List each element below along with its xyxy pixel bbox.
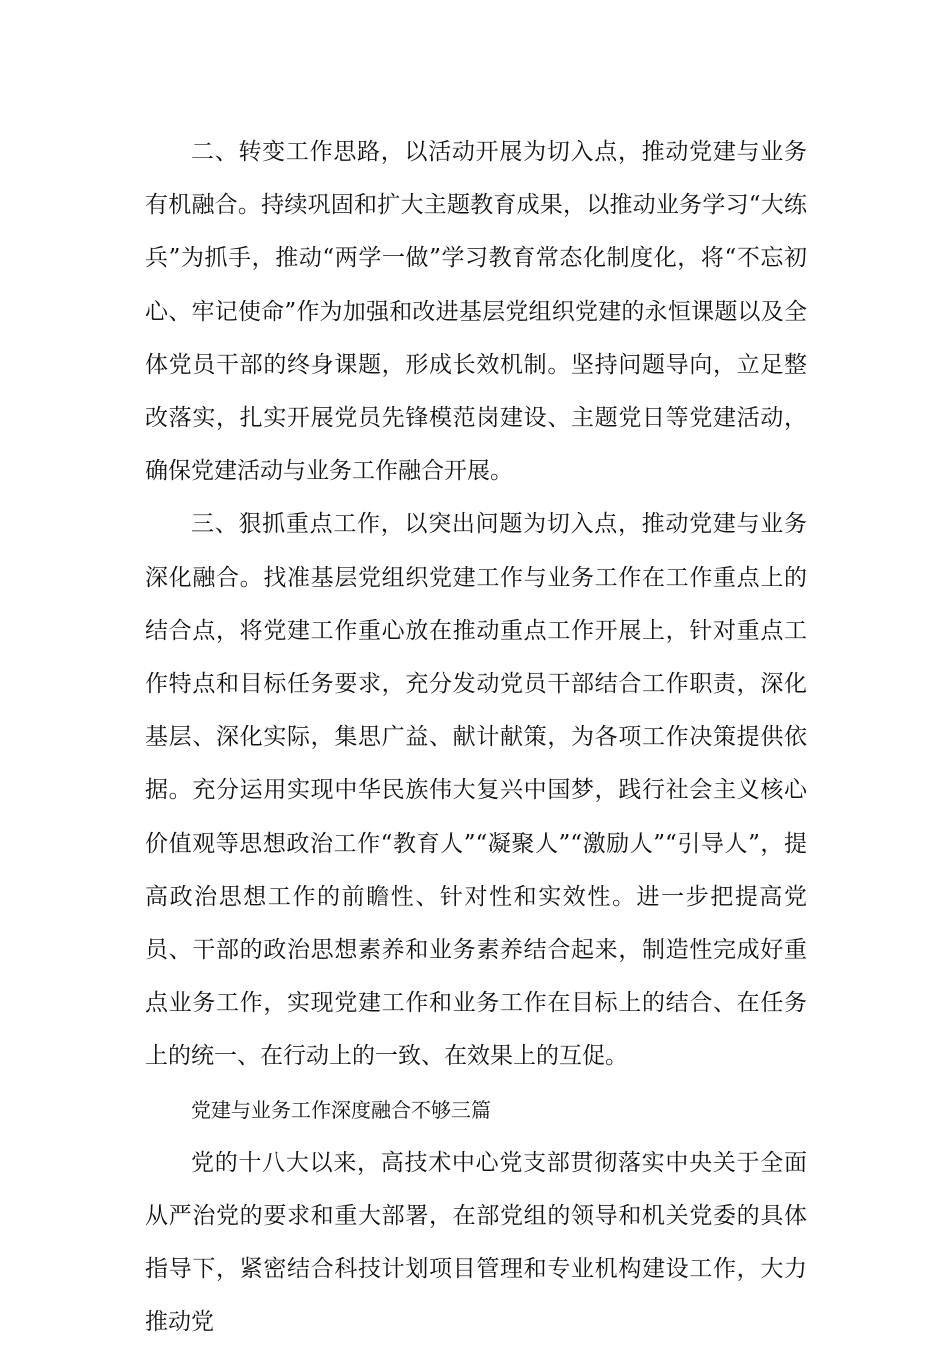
final-paragraph: 党的十八大以来，高技术中心党支部贯彻落实中央关于全面从严治党的要求和重大部署，在部党组的领导和机关党委的具体指导下，紧密结合科技计划项目管理和专业机构建设工作，大力推动党: [145, 1149, 807, 1336]
paragraph-three: 三、狠抓重点工作，以突出问题为切入点，推动党建与业务深化融合。找准基层党组织党建工作与业务工作在工作重点上的结合点，将党建工作重心放在推动重点工作开展上，针对重点工作特点和目标任务要求，充分发动党员干部结合工作职责，深化基层、深化实际，集思广益、献计献策，为各项工作决策提供依据。充分运用实现中华民族伟大复兴中国梦，践行社会主义核心价值观等思想政治工作“教育人”“凝聚人”“激励人”“引导人”，提高政治思想工作的前瞻性、针对性和实效性。进一步把提高党员、干部的政治思想素养和业务素养结合起来，制造性完成好重点业务工作，实现党建工作和业务工作在目标上的结合、在任务上的统一、在行动上的一致、在效果上的互促。: [145, 511, 807, 1070]
paragraph-two: 二、转变工作思路，以活动开展为切入点，推动党建与业务有机融合。持续巩固和扩大主题教育成果，以推动业务学习“大练兵”为抓手，推动“两学一做”学习教育常态化制度化，将“不忘初心、牢记使命”作为加强和改进基层党组织党建的永恒课题以及全体党员干部的终身课题，形成长效机制。坚持问题导向，立足整改落实，扎实开展党员先锋模范岗建设、主题党日等党建活动，确保党建活动与业务工作融合开展。: [145, 139, 807, 485]
section-title: 党建与业务工作深度融合不够三篇: [191, 1097, 491, 1122]
document-body: [145, 126, 807, 1350]
